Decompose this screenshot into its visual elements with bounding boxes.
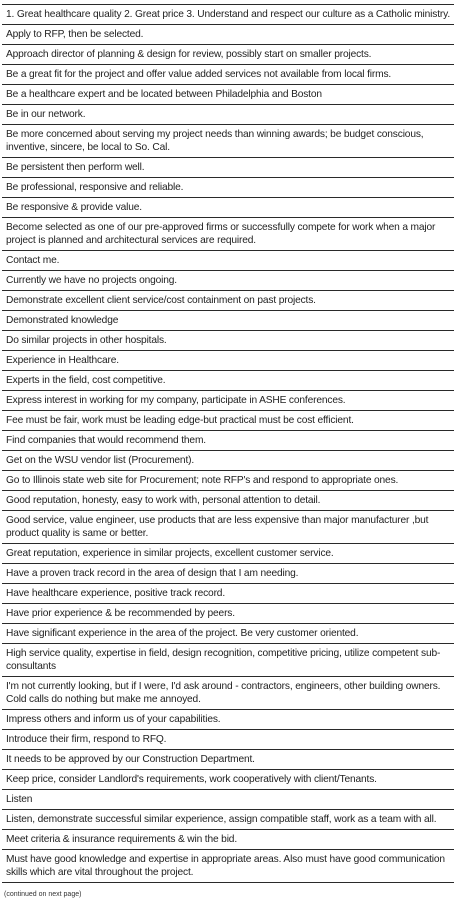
table-row: Have prior experience & be recommended by peers. xyxy=(2,604,454,624)
table-row: High service quality, expertise in field, design recognition, competitive pricing, utilize competent sub-consultants xyxy=(2,644,454,677)
table-row: Have significant experience in the area of the project. Be very customer oriented. xyxy=(2,624,454,644)
continued-note: (continued on next page) xyxy=(4,891,82,898)
table-row: Good service, value engineer, use products that are less expensive than major manufacturer ,but product quality is same or better. xyxy=(2,511,454,544)
table-row: Be a healthcare expert and be located between Philadelphia and Boston xyxy=(2,85,454,105)
table-row: Introduce their firm, respond to RFQ. xyxy=(2,730,454,750)
table-row: Listen xyxy=(2,790,454,810)
table-row: Get on the WSU vendor list (Procurement). xyxy=(2,451,454,471)
table-row: Meet criteria & insurance requirements & win the bid. xyxy=(2,830,454,850)
table-row: Demonstrate excellent client service/cost containment on past projects. xyxy=(2,291,454,311)
table-row: Have healthcare experience, positive track record. xyxy=(2,584,454,604)
table-row: Be a great fit for the project and offer value added services not available from local firms. xyxy=(2,65,454,85)
table-row: Great reputation, experience in similar projects, excellent customer service. xyxy=(2,544,454,564)
table-row: Go to Illinois state web site for Procurement; note RFP's and respond to appropriate ones. xyxy=(2,471,454,491)
table-row: Good reputation, honesty, easy to work with, personal attention to detail. xyxy=(2,491,454,511)
table-row: Apply to RFP, then be selected. xyxy=(2,25,454,45)
table-row: Be responsive & provide value. xyxy=(2,198,454,218)
table-row: 1. Great healthcare quality 2. Great price 3. Understand and respect our culture as a Catholic ministry. xyxy=(2,4,454,25)
table-row: Be more concerned about serving my project needs than winning awards; be budget conscious, inventive, sincere, be local to So. Cal. xyxy=(2,125,454,158)
table-row: Contact me. xyxy=(2,251,454,271)
table-row: Express interest in working for my company, participate in ASHE conferences. xyxy=(2,391,454,411)
table-row: Become selected as one of our pre-approved firms or successfully compete for work when a major project is planned and architectural services are required. xyxy=(2,218,454,251)
table-row: Experts in the field, cost competitive. xyxy=(2,371,454,391)
response-table xyxy=(2,4,454,883)
table-row: Currently we have no projects ongoing. xyxy=(2,271,454,291)
table-row: Demonstrated knowledge xyxy=(2,311,454,331)
table-row: Be in our network. xyxy=(2,105,454,125)
table-row: Experience in Healthcare. xyxy=(2,351,454,371)
table-row: Approach director of planning & design for review, possibly start on smaller projects. xyxy=(2,45,454,65)
table-row: Must have good knowledge and expertise in appropriate areas. Also must have good communication skills which are vital throughout the project. xyxy=(2,850,454,883)
table-row: Be professional, responsive and reliable. xyxy=(2,178,454,198)
table-row: I'm not currently looking, but if I were, I'd ask around - contractors, engineers, other building owners. Cold calls do nothing but make me annoyed. xyxy=(2,677,454,710)
table-row: Impress others and inform us of your capabilities. xyxy=(2,710,454,730)
table-row: Be persistent then perform well. xyxy=(2,158,454,178)
table-row: Keep price, consider Landlord's requirements, work cooperatively with client/Tenants. xyxy=(2,770,454,790)
table-row: It needs to be approved by our Construction Department. xyxy=(2,750,454,770)
table-row: Find companies that would recommend them. xyxy=(2,431,454,451)
table-row: Have a proven track record in the area of design that I am needing. xyxy=(2,564,454,584)
table-row: Do similar projects in other hospitals. xyxy=(2,331,454,351)
table-row: Fee must be fair, work must be leading edge-but practical must be cost efficient. xyxy=(2,411,454,431)
table-row: Listen, demonstrate successful similar experience, assign compatible staff, work as a team with all. xyxy=(2,810,454,830)
